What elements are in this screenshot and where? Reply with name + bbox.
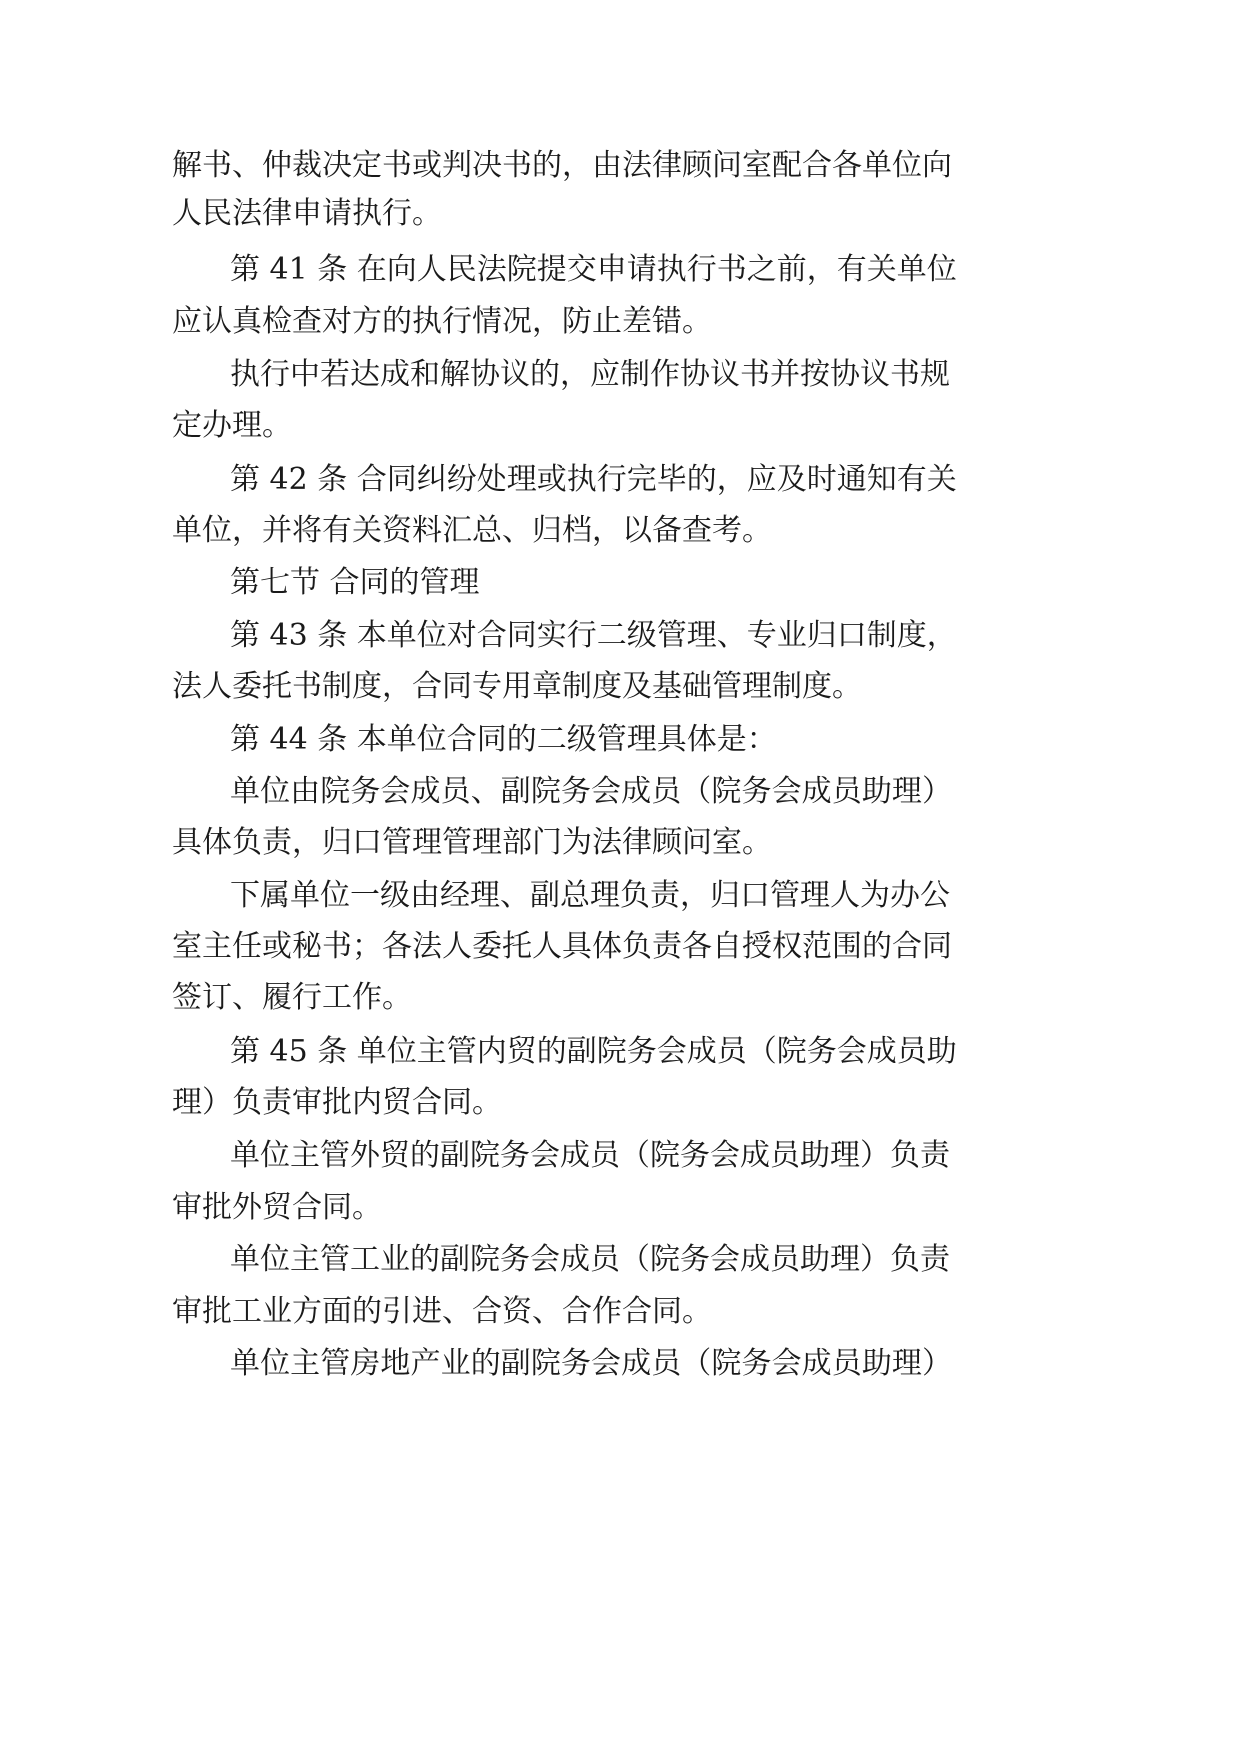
text-line: 第 45 条 单位主管内贸的副院务会成员（院务会成员助 <box>230 1034 957 1069</box>
text-line: 单位主管工业的副院务会成员（院务会成员助理）负责 <box>230 1242 950 1277</box>
text-line: 理）负责审批内贸合同。 <box>172 1085 502 1120</box>
text-line: 单位，并将有关资料汇总、归档，以备查考。 <box>172 513 772 548</box>
text-line: 执行中若达成和解协议的，应制作协议书并按协议书规 <box>230 357 950 392</box>
text-line: 单位主管外贸的副院务会成员（院务会成员助理）负责 <box>230 1138 950 1173</box>
text-line: 应认真检查对方的执行情况，防止差错。 <box>172 304 712 339</box>
text-line: 解书、仲裁决定书或判决书的，由法律顾问室配合各单位向 <box>172 148 952 183</box>
text-line: 签订、履行工作。 <box>172 980 412 1015</box>
text-line: 第 42 条 合同纠纷处理或执行完毕的，应及时通知有关 <box>230 462 957 497</box>
text-line: 第 41 条 在向人民法院提交申请执行书之前，有关单位 <box>230 252 957 287</box>
text-line: 定办理。 <box>172 408 292 443</box>
text-line: 第 44 条 本单位合同的二级管理具体是： <box>230 722 777 757</box>
text-line: 审批工业方面的引进、合资、合作合同。 <box>172 1294 712 1329</box>
text-line: 第 43 条 本单位对合同实行二级管理、专业归口制度， <box>230 618 957 653</box>
text-line: 审批外贸合同。 <box>172 1190 382 1225</box>
text-line: 具体负责，归口管理管理部门为法律顾问室。 <box>172 825 772 860</box>
text-line: 单位由院务会成员、副院务会成员（院务会成员助理） <box>230 774 952 809</box>
text-line: 法人委托书制度，合同专用章制度及基础管理制度。 <box>172 669 862 704</box>
text-line: 室主任或秘书；各法人委托人具体负责各自授权范围的合同 <box>172 929 952 964</box>
text-line: 下属单位一级由经理、副总理负责，归口管理人为办公 <box>230 878 950 913</box>
text-line: 人民法律申请执行。 <box>172 196 442 231</box>
text-line: 单位主管房地产业的副院务会成员（院务会成员助理） <box>230 1346 952 1381</box>
section-heading: 第七节 合同的管理 <box>230 565 480 600</box>
